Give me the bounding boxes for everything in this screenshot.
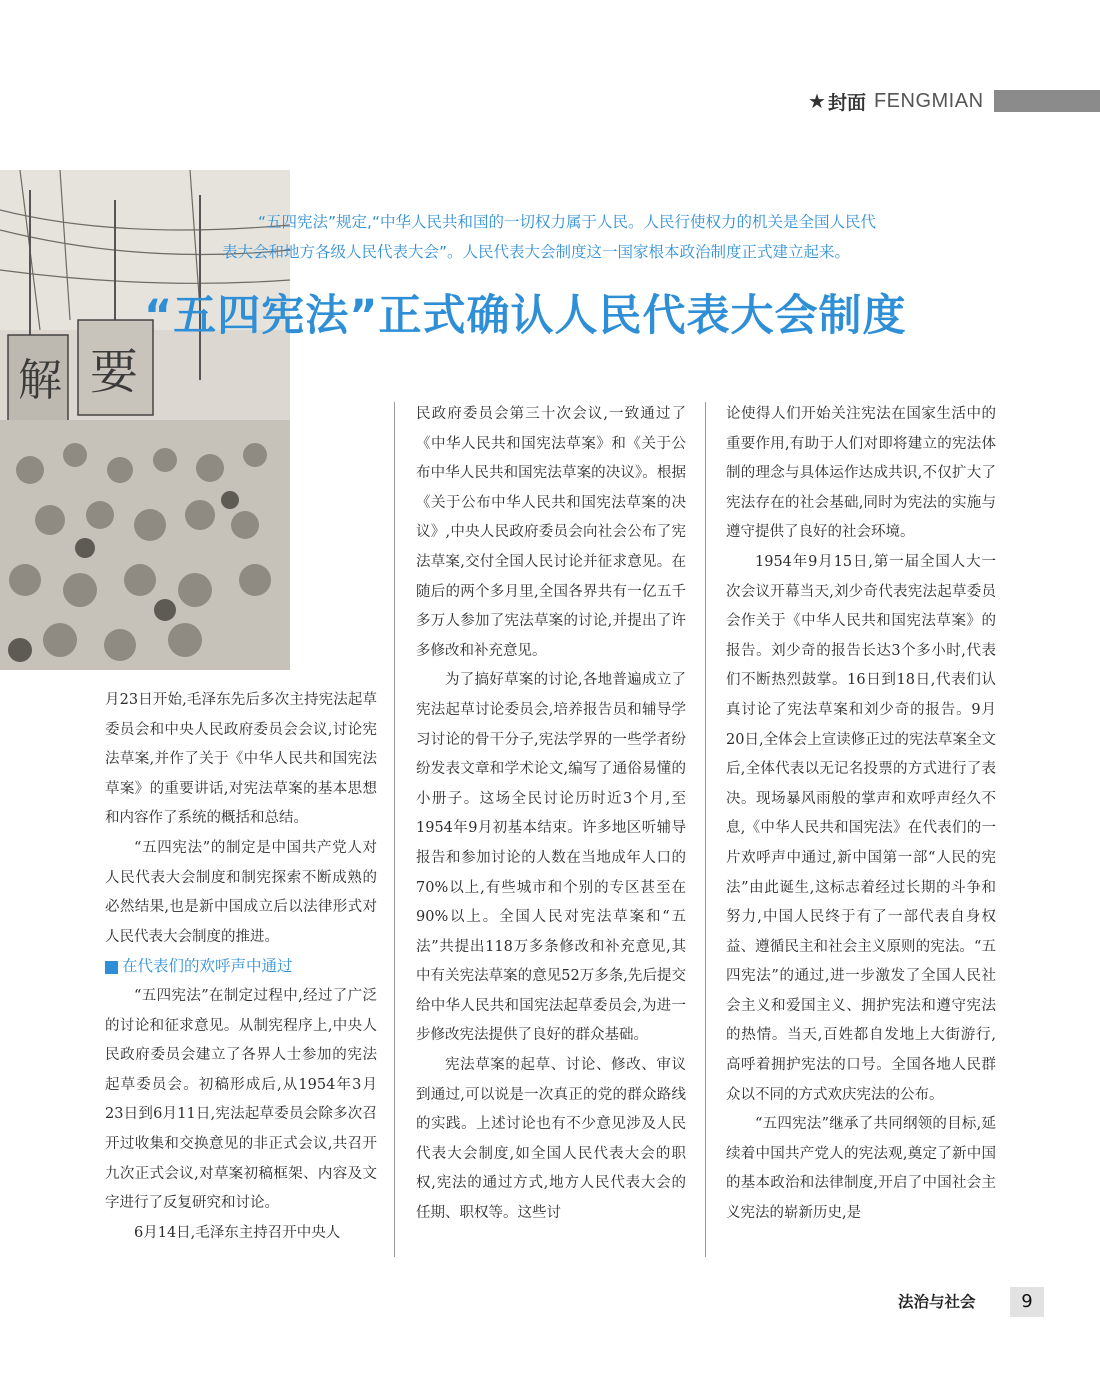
section-subheading: [105, 952, 377, 982]
section-label: 封面: [827, 91, 866, 114]
column-1: [105, 686, 377, 1248]
banner-right-text: 要: [90, 344, 139, 400]
paragraph: 6月14日,毛泽东主持召开中央人: [134, 1224, 341, 1241]
subheading-text: 在代表们的欢呼声中通过: [122, 957, 293, 976]
header-bar: [994, 90, 1100, 112]
paragraph: 宪法草案的起草、讨论、修改、审议到通过,可以说是一次真正的党的群众路线的实践。上述讨论也有不少意见涉及人民代表大会制度,如全国人民代表大会的职权,宪法的通过方式,地方人民代表大会的任期、职权等。这些讨: [416, 1057, 686, 1222]
square-bullet-icon: [105, 961, 118, 974]
column-3: [726, 400, 996, 1229]
magazine-title: 法治与社会: [898, 1293, 976, 1311]
article-headline: “五四宪法”正式确认人民代表大会制度: [144, 291, 907, 341]
paragraph: 月23日开始,毛泽东先后多次主持宪法起草委员会和中央人民政府委员会会议,讨论宪法草案,并作了关于《中华人民共和国宪法草案》的重要讲话,对宪法草案的基本思想和内容作了系统的概括和总结。: [105, 692, 377, 827]
intro-line-2: 表大会和地方各级人民代表大会”。人民代表大会制度这一国家根本政治制度正式建立起来。: [222, 243, 851, 261]
paragraph: 论使得人们开始关注宪法在国家生活中的重要作用,有助于人们对即将建立的宪法体制的理念与具体运作达成共识,不仅扩大了宪法存在的社会基础,同时为宪法的实施与遵守提供了良好的社会环境。: [726, 406, 996, 541]
page-number: 9: [1010, 1287, 1044, 1317]
paragraph: “五四宪法”继承了共同纲领的目标,延续着中国共产党人的宪法观,奠定了新中国的基本政治和法律制度,开启了中国社会主义宪法的崭新历史,是: [726, 1116, 996, 1222]
intro-line-1: “五四宪法”规定,“中华人民共和国的一切权力属于人民。人民行使权力的机关是全国人民代: [258, 213, 877, 231]
column-divider: [705, 402, 706, 1257]
column-divider: [394, 402, 395, 1257]
paragraph: 为了搞好草案的讨论,各地普遍成立了宪法起草讨论委员会,培养报告员和辅导学习讨论的骨干分子,宪法学界的一些学者纷纷发表文章和学术论文,编写了通俗易懂的小册子。这场全民讨论历时近3个月,至1954年9月初基本结束。许多地区听辅导报告和参加讨论的人数在当地成年人口的70%以上,有些城市和个别的专区甚至在90%以上。全国人民对宪法草案和“五法”共提出118万多条修改和补充意见,其中有关宪法草案的意见52万多条,先后提交给中华人民共和国宪法起草委员会,为进一步修改宪法提供了良好的群众基础。: [416, 672, 686, 1044]
star-icon: ★: [808, 89, 826, 113]
paragraph: “五四宪法”在制定过程中,经过了广泛的讨论和征求意见。从制宪程序上,中央人民政府委员会建立了各界人士参加的宪法起草委员会。初稿形成后,从1954年3月23日到6月11日,宪法起草委员会除多次召开过收集和交换意见的非正式会议,共召开九次正式会议,对草案初稿框架、内容及文字进行了反复研究和讨论。: [105, 987, 377, 1212]
column-2: [416, 400, 686, 1229]
paragraph: 民政府委员会第三十次会议,一致通过了《中华人民共和国宪法草案》和《关于公布中华人民共和国宪法草案的决议》。根据《关于公布中华人民共和国宪法草案的决议》,中央人民政府委员会向社会公布了宪法草案,交付全国人民讨论并征求意见。在随后的两个多月里,全国各界共有一亿五千多万人参加了宪法草案的讨论,并提出了许多修改和补充意见。: [416, 406, 686, 659]
paragraph: 1954年9月15日,第一届全国人大一次会议开幕当天,刘少奇代表宪法起草委员会作关于《中华人民共和国宪法草案》的报告。刘少奇的报告长达3个多小时,代表们不断热烈鼓掌。16日到18日,代表们认真讨论了宪法草案和刘少奇的报告。9月20日,全体会上宣读修正过的宪法草案全文后,全体代表以无记名投票的方式进行了表决。现场暴风雨般的掌声和欢呼声经久不息,《中华人民共和国宪法》在代表们的一片欢呼声中通过,新中国第一部“人民的宪法”由此诞生,这标志着经过长期的斗争和努力,中国人民终于有了一部代表自身权益、遵循民主和社会主义原则的宪法。“五四宪法”的通过,进一步激发了全国人民社会主义和爱国主义、拥护宪法和遵守宪法的热情。当天,百姓都自发地上大街游行,高呼着拥护宪法的口号。全国各地人民群众以不同的方式欢庆宪法的公布。: [726, 553, 996, 1103]
banner-left-text: 解: [18, 355, 62, 406]
section-pinyin: FENGMIAN: [873, 89, 984, 112]
paragraph: “五四宪法”的制定是中国共产党人对人民代表大会制度和制宪探索不断成熟的必然结果,也是新中国成立后以法律形式对人民代表大会制度的推进。: [105, 839, 377, 945]
intro-lead: [222, 207, 982, 267]
section-header: [808, 88, 984, 114]
